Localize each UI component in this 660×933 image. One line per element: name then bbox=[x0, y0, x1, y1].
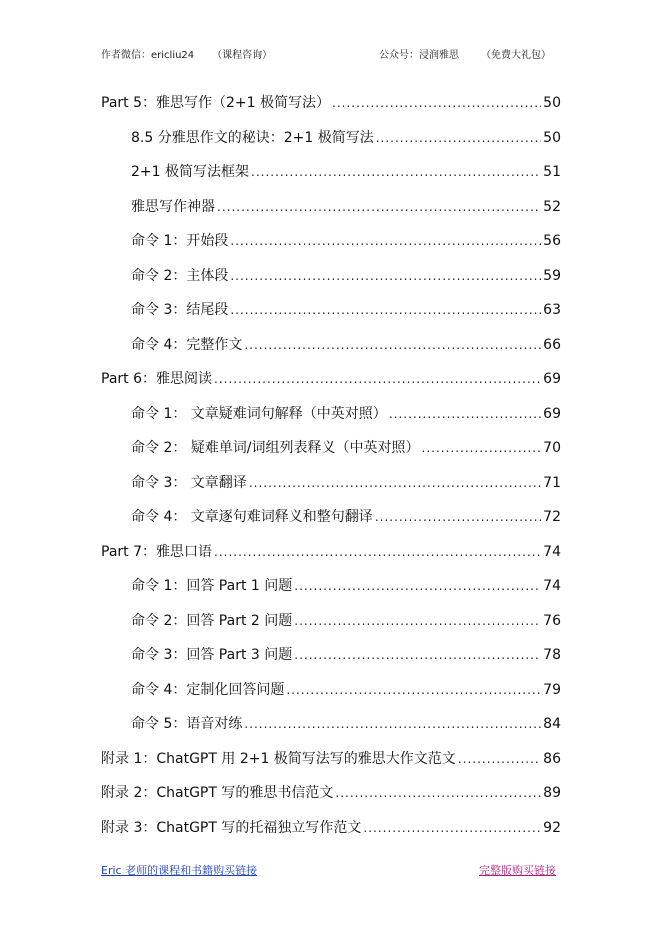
toc-entry-label: 命令 2：回答 Part 2 问题 bbox=[131, 612, 293, 629]
toc-entry-page: 51 bbox=[543, 164, 561, 181]
toc-entry[interactable] bbox=[101, 742, 561, 777]
toc-dot-leader bbox=[363, 819, 541, 837]
toc-entry-label: 附录 1：ChatGPT 用 2+1 极简写法写的雅思大作文范文 bbox=[101, 750, 456, 767]
toc-entry-page: 70 bbox=[543, 440, 561, 457]
toc-dot-leader bbox=[375, 508, 541, 526]
toc-dot-leader bbox=[389, 405, 541, 423]
toc-entry-label: 命令 3：回答 Part 3 问题 bbox=[131, 647, 293, 664]
toc-entry-page: 86 bbox=[543, 750, 561, 767]
toc-entry-label: 2+1 极简写法框架 bbox=[131, 164, 249, 181]
toc-entry-label: Part 6：雅思阅读 bbox=[101, 371, 212, 388]
toc-entry-label: 命令 3： 文章翻译 bbox=[131, 474, 247, 491]
header-right bbox=[379, 46, 551, 61]
toc-entry[interactable] bbox=[101, 673, 561, 708]
toc-entry[interactable] bbox=[101, 431, 561, 466]
toc-entry[interactable] bbox=[101, 362, 561, 397]
toc-dot-leader bbox=[286, 681, 541, 699]
toc-entry-page: 71 bbox=[543, 474, 561, 491]
toc-dot-leader bbox=[332, 94, 541, 112]
toc-entry[interactable] bbox=[101, 466, 561, 501]
author-wechat: 作者微信：ericliu24 bbox=[101, 50, 195, 61]
toc-entry-page: 92 bbox=[543, 819, 561, 836]
toc-dot-leader bbox=[251, 163, 541, 181]
toc-entry-page: 69 bbox=[543, 371, 561, 388]
toc-entry-label: Part 5：雅思写作（2+1 极简写法） bbox=[101, 95, 330, 112]
toc-dot-leader bbox=[249, 474, 541, 492]
toc-entry-label: Part 7：雅思口语 bbox=[101, 543, 212, 560]
toc-entry[interactable] bbox=[101, 293, 561, 328]
toc-entry-page: 59 bbox=[543, 267, 561, 284]
toc-entry-label: 命令 2：主体段 bbox=[131, 267, 229, 284]
toc-entry-label: 命令 2： 疑难单词/词组列表释义（中英对照） bbox=[131, 440, 420, 457]
toc-entry[interactable] bbox=[101, 811, 561, 846]
toc-entry[interactable] bbox=[101, 155, 561, 190]
toc-entry[interactable] bbox=[101, 259, 561, 294]
toc-entry-page: 76 bbox=[543, 612, 561, 629]
toc-entry-page: 52 bbox=[543, 198, 561, 215]
toc-entry-page: 50 bbox=[543, 95, 561, 112]
toc-entry[interactable] bbox=[101, 397, 561, 432]
toc-entry-label: 附录 2：ChatGPT 写的雅思书信范文 bbox=[101, 785, 334, 802]
toc-entry-label: 附录 3：ChatGPT 写的托福独立写作范文 bbox=[101, 819, 362, 836]
toc-dot-leader bbox=[294, 577, 541, 595]
toc-entry-label: 命令 4： 文章逐句难词释义和整句翻译 bbox=[131, 509, 373, 526]
toc-entry-label: 命令 4：定制化回答问题 bbox=[131, 681, 285, 698]
toc-entry[interactable] bbox=[101, 535, 561, 570]
toc-dot-leader bbox=[230, 267, 541, 285]
toc-entry[interactable] bbox=[101, 638, 561, 673]
toc-entry-page: 79 bbox=[543, 681, 561, 698]
toc-entry[interactable] bbox=[101, 776, 561, 811]
toc-entry-page: 74 bbox=[543, 543, 561, 560]
toc-entry[interactable] bbox=[101, 569, 561, 604]
toc-dot-leader bbox=[214, 370, 541, 388]
toc-entry-label: 命令 5：语音对练 bbox=[131, 716, 243, 733]
gift-note: （免费大礼包） bbox=[481, 50, 551, 61]
toc-dot-leader bbox=[214, 543, 541, 561]
toc-entry-label: 命令 1： 文章疑难词句解释（中英对照） bbox=[131, 405, 387, 422]
toc-dot-leader bbox=[230, 301, 541, 319]
official-account: 公众号：浸润雅思 bbox=[379, 50, 459, 61]
course-purchase-link[interactable]: Eric 老师的课程和书籍购买链接 bbox=[101, 864, 258, 877]
full-version-purchase-link[interactable]: 完整版购买链接 bbox=[479, 864, 556, 877]
toc-entry-page: 50 bbox=[543, 129, 561, 146]
toc-dot-leader bbox=[458, 750, 541, 768]
toc-entry-label: 命令 4：完整作文 bbox=[131, 336, 243, 353]
toc-entry[interactable] bbox=[101, 604, 561, 639]
toc-entry[interactable] bbox=[101, 86, 561, 121]
toc-entry-page: 56 bbox=[543, 233, 561, 250]
toc-entry[interactable] bbox=[101, 707, 561, 742]
toc-dot-leader bbox=[294, 646, 541, 664]
toc-entry-page: 69 bbox=[543, 405, 561, 422]
table-of-contents bbox=[101, 86, 561, 845]
page-header bbox=[101, 46, 559, 64]
header-left bbox=[101, 46, 272, 61]
toc-entry[interactable] bbox=[101, 500, 561, 535]
toc-entry-page: 78 bbox=[543, 647, 561, 664]
toc-entry[interactable] bbox=[101, 224, 561, 259]
toc-dot-leader bbox=[376, 129, 541, 147]
toc-entry-label: 命令 1：回答 Part 1 问题 bbox=[131, 578, 293, 595]
toc-entry-label: 8.5 分雅思作文的秘诀：2+1 极简写法 bbox=[131, 129, 374, 146]
toc-entry-page: 66 bbox=[543, 336, 561, 353]
toc-entry-page: 74 bbox=[543, 578, 561, 595]
toc-entry-page: 63 bbox=[543, 302, 561, 319]
toc-entry-label: 命令 3：结尾段 bbox=[131, 302, 229, 319]
toc-entry-page: 72 bbox=[543, 509, 561, 526]
toc-dot-leader bbox=[217, 198, 541, 216]
toc-entry-page: 84 bbox=[543, 716, 561, 733]
toc-dot-leader bbox=[244, 715, 541, 733]
toc-dot-leader bbox=[244, 336, 541, 354]
toc-entry[interactable] bbox=[101, 121, 561, 156]
toc-entry-label: 雅思写作神器 bbox=[131, 198, 215, 215]
toc-dot-leader bbox=[230, 232, 541, 250]
toc-entry-label: 命令 1：开始段 bbox=[131, 233, 229, 250]
toc-dot-leader bbox=[294, 612, 541, 630]
consult-note: （课程咨询） bbox=[212, 50, 273, 61]
toc-entry-page: 89 bbox=[543, 785, 561, 802]
toc-dot-leader bbox=[335, 784, 541, 802]
toc-entry[interactable] bbox=[101, 190, 561, 225]
toc-entry[interactable] bbox=[101, 328, 561, 363]
toc-dot-leader bbox=[422, 439, 542, 457]
page-footer bbox=[101, 862, 556, 880]
